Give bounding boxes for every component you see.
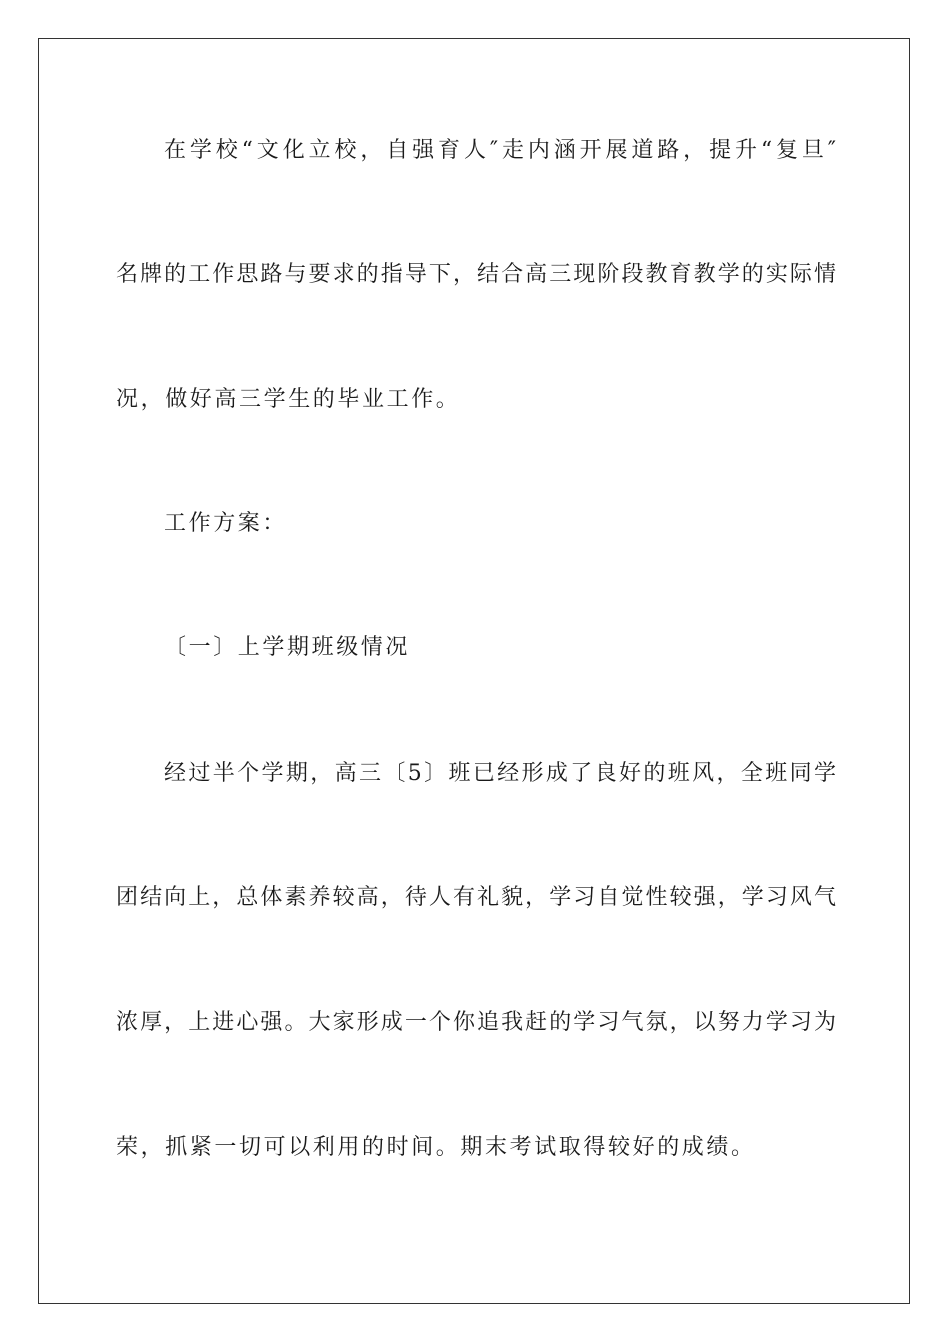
paragraph-line-2: 名牌的工作思路与要求的指导下，结合高三现阶段教育教学的实际情: [116, 262, 836, 287]
paragraph-line-7: 团结向上，总体素养较高，待人有礼貌，学习自觉性较强，学习风气: [116, 885, 836, 910]
section-heading-work-plan: 工作方案：: [164, 511, 288, 536]
subsection-heading-class-situation: 〔一〕上学期班级情况: [164, 635, 411, 660]
paragraph-line-9: 荣，抓紧一切可以利用的时间。期末考试取得较好的成绩。: [116, 1135, 756, 1160]
page-frame: [38, 38, 910, 1304]
paragraph-line-1: 在学校“文化立校，自强育人″走内涵开展道路，提升“复旦″: [164, 138, 836, 163]
paragraph-line-3: 况，做好高三学生的毕业工作。: [116, 387, 461, 412]
paragraph-line-6: 经过半个学期，高三〔5〕班已经形成了良好的班风，全班同学: [164, 761, 836, 786]
paragraph-line-8: 浓厚，上进心强。大家形成一个你追我赶的学习气氛，以努力学习为: [116, 1010, 836, 1035]
